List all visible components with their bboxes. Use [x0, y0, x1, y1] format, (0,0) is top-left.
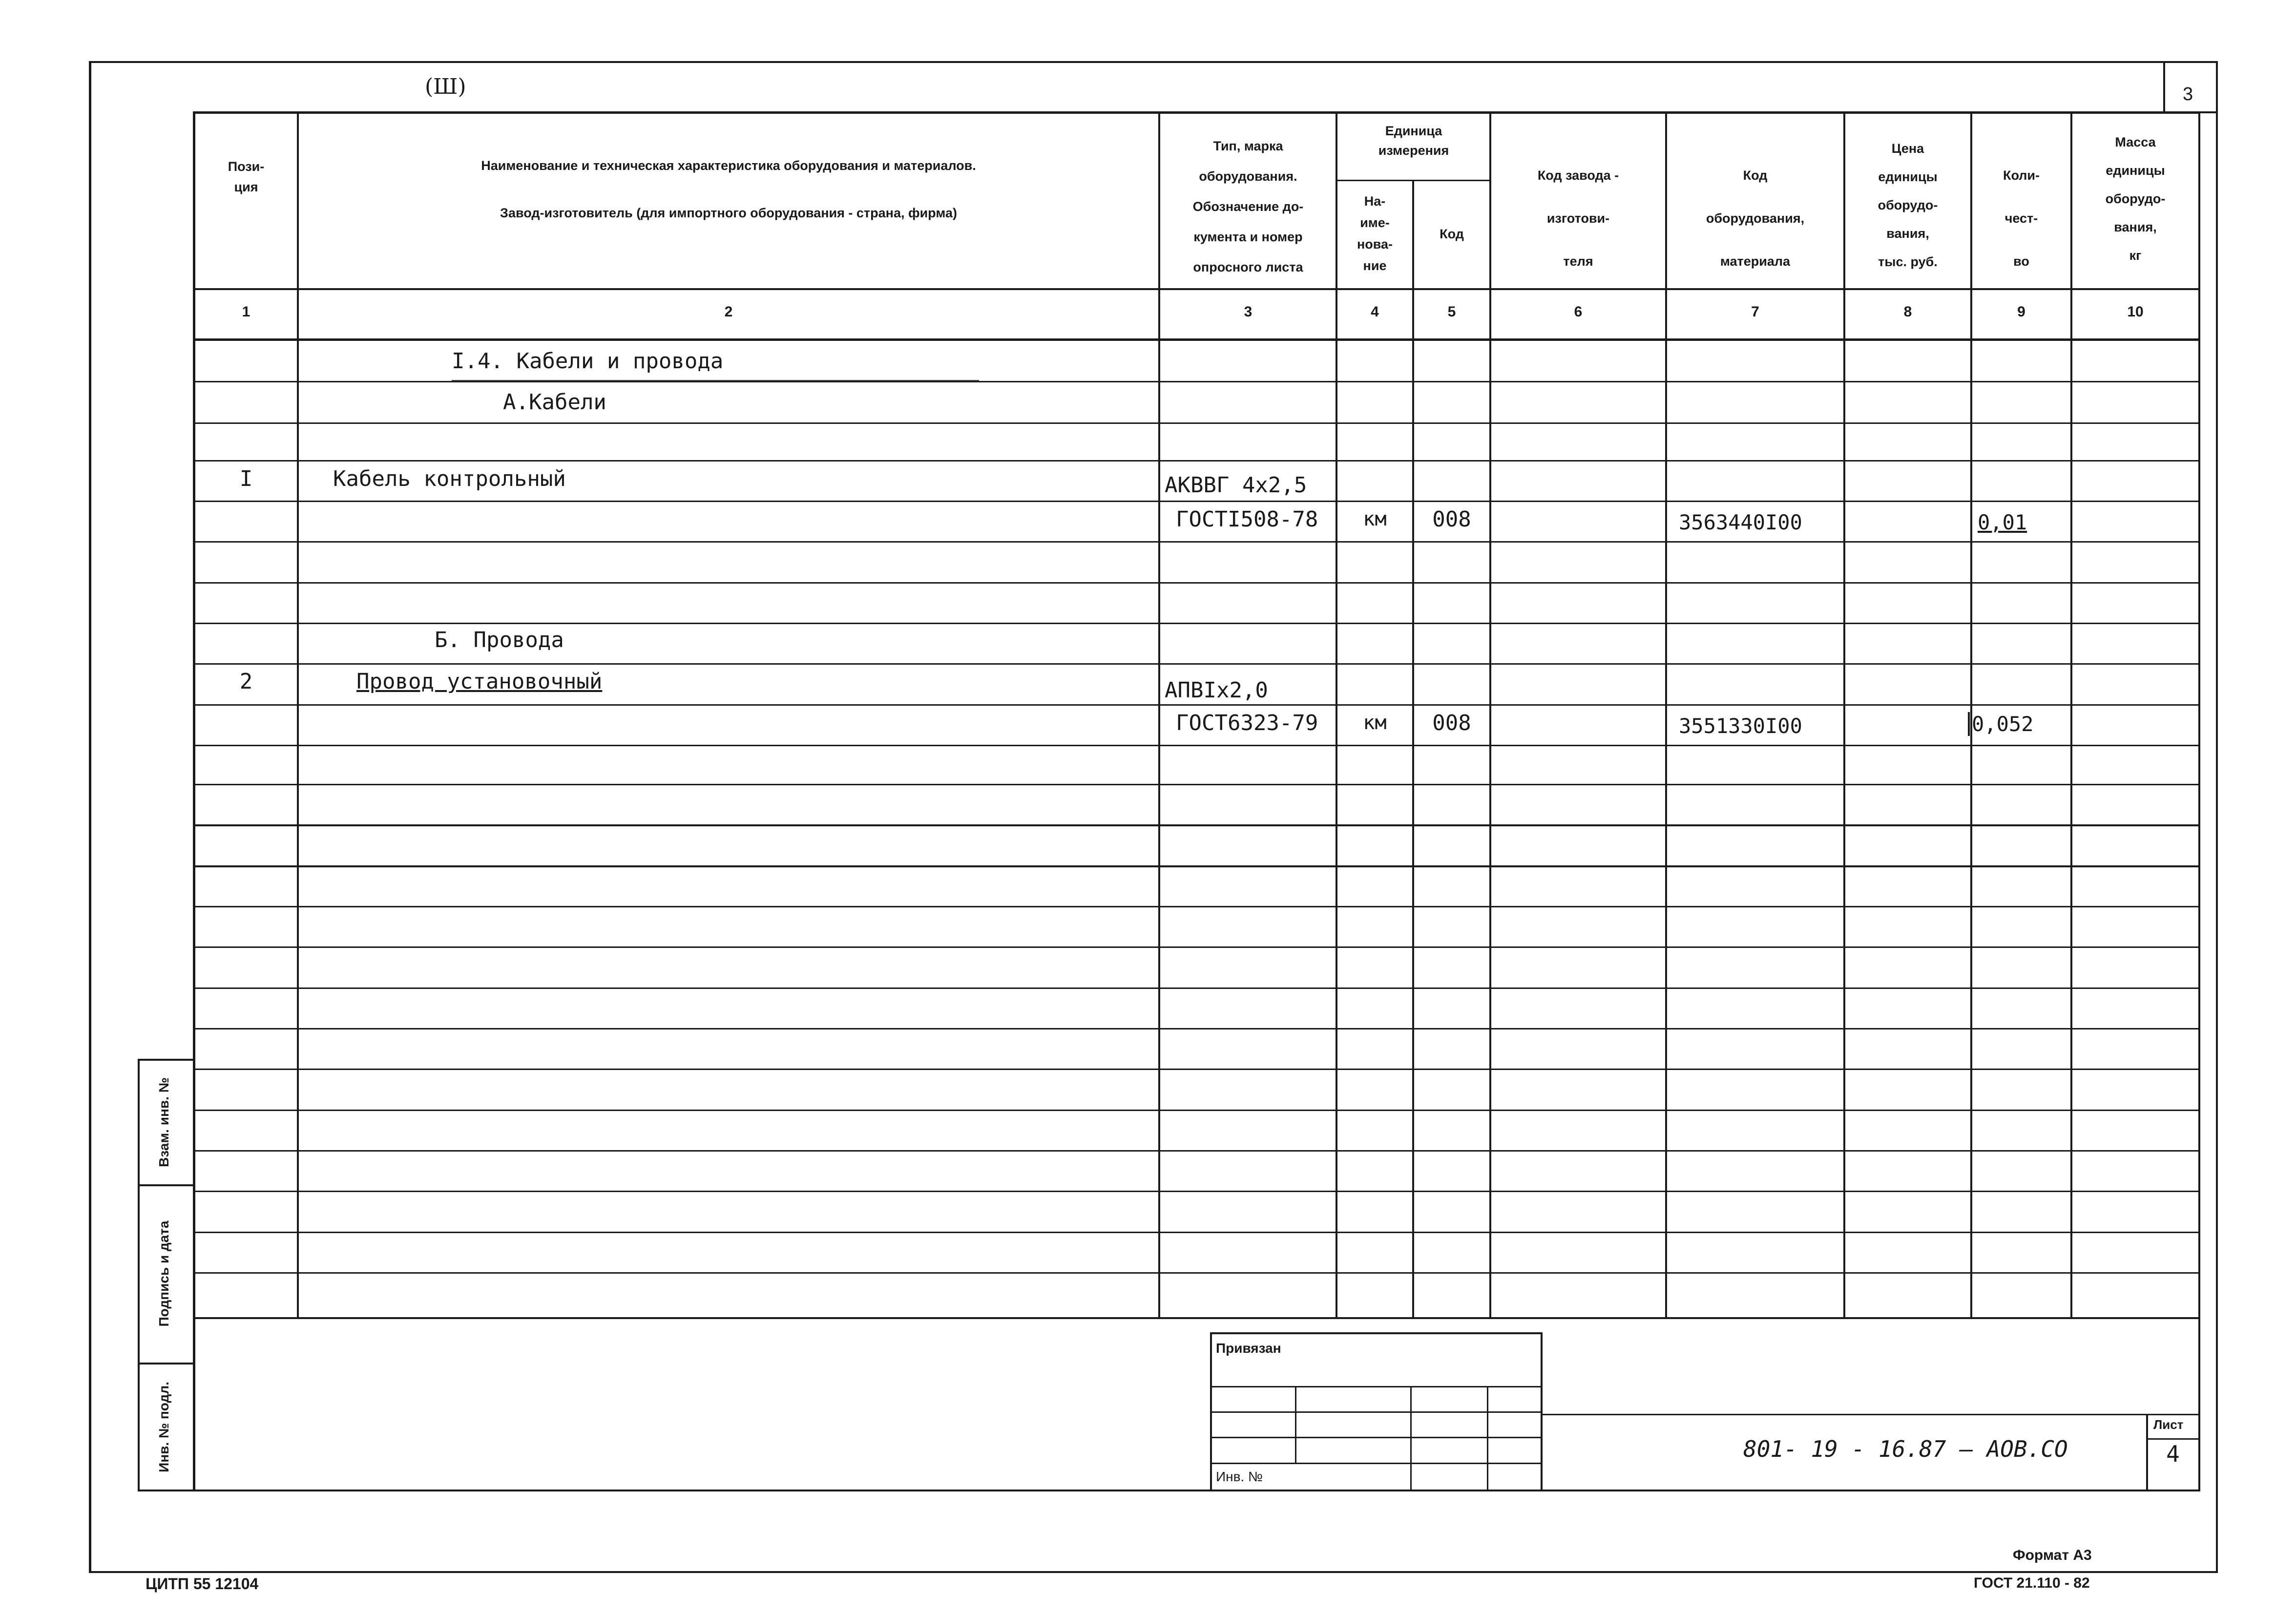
sheet-marker: (Ш) — [425, 74, 466, 99]
sheet-number: 4 — [2166, 1441, 2180, 1467]
item-unit-code-1: 008 — [1432, 507, 1471, 532]
item-unit-code-2: 008 — [1432, 711, 1471, 735]
item-name-1: Кабель контрольный — [333, 466, 566, 491]
header-unit-code: Код — [1440, 227, 1464, 241]
header-unit-group: Единица измерения — [1378, 124, 1449, 158]
corner-mark: 3 — [2183, 84, 2193, 105]
side-label-original-inventory: Инв. № подл. — [156, 1382, 171, 1472]
item-doc-2: ГОСТ6323-79 — [1176, 711, 1318, 735]
side-label-signature-date: Подпись и дата — [156, 1220, 171, 1327]
item-doc-1: ГОСТI508-78 — [1176, 507, 1318, 532]
header-position: Пози- ция — [228, 159, 265, 194]
item-type-2: АПВIх2,0 — [1165, 678, 1268, 703]
footer-format: Формат А3 — [2013, 1547, 2092, 1563]
section-title: I.4. Кабели и провода — [452, 349, 724, 374]
stamp-privyazan: Привязан — [1216, 1341, 1281, 1356]
col-number-2: 2 — [724, 304, 733, 320]
col-number-5: 5 — [1447, 304, 1456, 320]
subsection-cables: А.Кабели — [503, 390, 606, 415]
item-name-2: Провод установочный — [356, 669, 603, 694]
header-quantity: Коли- чест- во — [2003, 168, 2040, 269]
header-price: Цена единицы оборудо- вания, тыс. руб. — [1878, 141, 1938, 269]
col-number-10: 10 — [2127, 304, 2144, 320]
col-number-1: 1 — [242, 304, 250, 320]
col-number-9: 9 — [2017, 304, 2025, 320]
item-material-code-2: 3551330I00 — [1679, 714, 1802, 738]
subsection-wires: Б. Провода — [435, 628, 564, 652]
side-label-replacement-inventory: Взам. инв. № — [156, 1077, 171, 1167]
header-unit-name: На- име- нова- ние — [1357, 194, 1393, 273]
footer-tsitp: ЦИТП 55 12104 — [146, 1575, 259, 1593]
header-name-line1: Наименование и техническая характеристика оборудования и материалов. — [481, 158, 976, 173]
item-quantity-2: 0,052 — [1968, 712, 2033, 736]
stamp-inv-no: Инв. № — [1216, 1469, 1263, 1484]
item-quantity-1: 0,01 — [1978, 510, 2027, 534]
position-1: I — [239, 466, 253, 491]
col-number-7: 7 — [1751, 304, 1759, 320]
col-number-3: 3 — [1244, 304, 1252, 320]
col-number-8: 8 — [1903, 304, 1912, 320]
col-number-4: 4 — [1371, 304, 1379, 320]
item-material-code-1: 3563440I00 — [1679, 510, 1802, 534]
header-mass: Масса единицы оборудо- вания, кг — [2105, 135, 2166, 263]
item-type-1: АКВВГ 4х2,5 — [1165, 473, 1307, 498]
item-unit-1: км — [1363, 508, 1387, 530]
document-designation: 801- 19 - 16.87 — АОВ.СО — [1743, 1436, 2068, 1462]
header-type: Тип, марка оборудования. Обозначение до- кумента и номер опросного листа — [1192, 139, 1304, 274]
footer-gost: ГОСТ 21.110 - 82 — [1974, 1575, 2090, 1591]
header-factory-code: Код завода - изготови- теля — [1537, 168, 1619, 269]
position-2: 2 — [239, 669, 253, 694]
sheet-label: Лист — [2153, 1417, 2184, 1432]
header-name-line2: Завод-изготовитель (для импортного оборудования - страна, фирма) — [500, 206, 957, 220]
item-unit-2: км — [1363, 712, 1387, 734]
header-equipment-code: Код оборудования, материала — [1706, 168, 1805, 269]
col-number-6: 6 — [1574, 304, 1583, 320]
